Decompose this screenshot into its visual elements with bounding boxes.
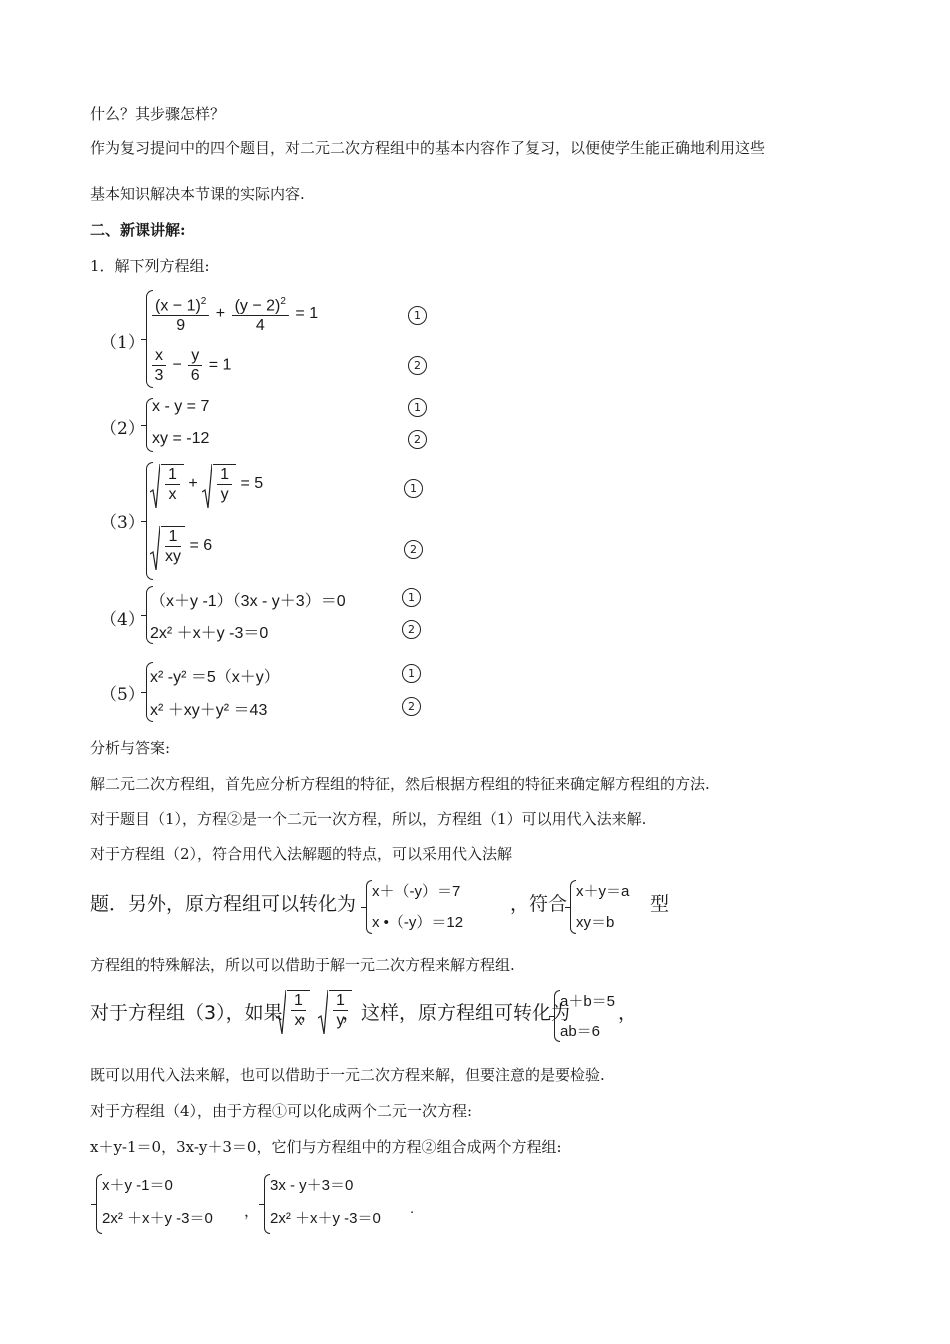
circled-number: 2	[402, 620, 421, 639]
system-label: （4）	[100, 610, 145, 630]
paragraph: 既可以用代入法来解，也可以借助于一元二次方程来解，但要注意的是要检验.	[90, 1066, 605, 1084]
list-item: 1．解下列方程组:	[90, 257, 210, 275]
circled-number: 1	[402, 588, 421, 607]
equation: $\frac{1}{xy}$ = 6	[150, 526, 212, 566]
paragraph: 对于题目（1），方程②是一个二元一次方程，所以，方程组（1）可以用代入法来解.	[90, 810, 647, 828]
equation: $\frac{x}{3}$ − $\frac{y}{6}$ = 1	[150, 346, 231, 385]
equation: 2x² ＋x＋y -3＝0	[270, 1210, 381, 1227]
equation: $\frac{(x - 1)^2}{9}$ + $\frac{(y - 2)^2}{4}$ = 1	[150, 292, 318, 335]
system-label: （2）	[100, 419, 145, 439]
section-heading: 二、新课讲解:	[90, 221, 186, 239]
circled-number: 2	[408, 356, 427, 375]
circled-number: 1	[404, 479, 423, 498]
equation: xy＝b	[576, 914, 615, 931]
system-label: （1）	[100, 333, 145, 353]
equation: x² -y² ＝5（x＋y）	[150, 669, 280, 686]
period: .	[410, 1200, 415, 1217]
paragraph: 什么？其步骤怎样？	[90, 105, 226, 123]
paragraph: 基本知识解决本节课的实际内容.	[90, 185, 305, 203]
paragraph-prefix: 题．另外，原方程组可以转化为	[90, 893, 357, 915]
paragraph: 对于方程组（4），由于方程①可以化成两个二元一次方程:	[90, 1102, 473, 1120]
equation: 2x² ＋x＋y -3＝0	[150, 625, 269, 642]
comma: ，	[244, 1203, 260, 1220]
circled-number: 2	[404, 540, 423, 559]
equation: x＋y＝a	[576, 883, 630, 900]
paragraph: 对于方程组（2），符合用代入法解题的特点，可以采用代入法解	[90, 845, 513, 863]
paragraph-suffix: ，	[618, 1002, 638, 1024]
paragraph: 作为复习提问中的四个题目，对二元二次方程组中的基本内容作了复习，以便使学生能正确地利用这些	[90, 139, 766, 157]
circled-number: 1	[402, 664, 421, 683]
equation: 2x² ＋x＋y -3＝0	[102, 1210, 213, 1227]
paragraph: 分析与答案:	[90, 739, 171, 757]
equation: a＋b＝5	[560, 993, 616, 1010]
paragraph: 方程组的特殊解法，所以可以借助于解一元二次方程来解方程组.	[90, 956, 515, 974]
equation: x＋（-y）＝7	[372, 883, 461, 900]
equation: x＋y -1＝0	[102, 1177, 173, 1194]
paragraph-prefix: 对于方程组（3），如果	[90, 1002, 283, 1024]
equation: x² ＋xy＋y² ＝43	[150, 702, 268, 719]
circled-number: 2	[402, 697, 421, 716]
equation: $\frac{1}{x}$ + $\frac{1}{y}$ = 5	[150, 464, 263, 504]
paragraph: 解二元二次方程组，首先应分析方程组的特征，然后根据方程组的特征来确定解方程组的方法.	[90, 775, 710, 793]
comma: ，	[300, 1002, 320, 1024]
equation: 3x - y＋3＝0	[270, 1177, 354, 1194]
equation: x •（-y）＝12	[372, 914, 464, 931]
circled-number: 2	[408, 430, 427, 449]
equation: （x＋y -1）（3x - y＋3）＝0	[150, 593, 346, 610]
paragraph: x＋y-1＝0，3x-y＋3＝0，它们与方程组中的方程②组合成两个方程组:	[90, 1138, 562, 1156]
paragraph-mid: ，这样，原方程组可转化为	[342, 1002, 571, 1024]
radical-expression: $\frac{1}{x}$	[276, 990, 310, 1030]
equation: xy = -12	[152, 430, 210, 447]
system-label: （5）	[100, 685, 145, 705]
equation: ab＝6	[560, 1023, 601, 1040]
radical-expression: $\frac{1}{y}$	[318, 990, 352, 1030]
system-label: （3）	[100, 513, 145, 533]
circled-number: 1	[408, 398, 427, 417]
paragraph-suffix: 型	[650, 893, 670, 915]
equation: x - y = 7	[152, 398, 210, 415]
paragraph-mid: ，符合	[510, 893, 568, 915]
circled-number: 1	[408, 306, 427, 325]
